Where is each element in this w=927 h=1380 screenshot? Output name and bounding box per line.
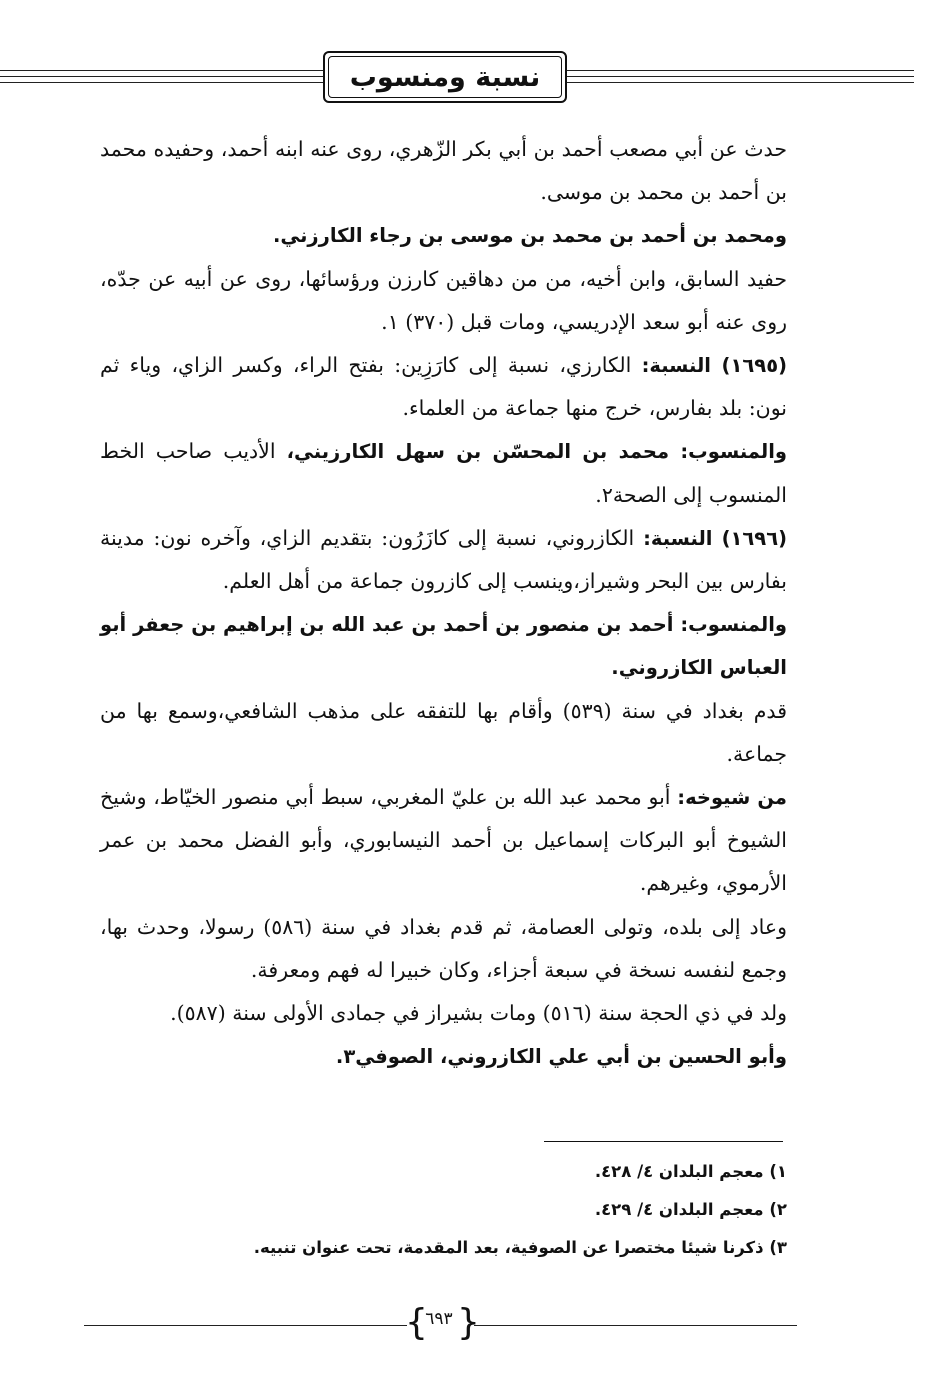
page-number-rule <box>474 1325 797 1326</box>
paragraph: (١٦٩٥) النسبة: الكارزي، نسبة إلى كارَزِين: بفتح الراء، وكسر الزاي، وياء ثم نون: بلد بفارس، خرج منها جماعة من العلماء. <box>100 353 788 421</box>
header-rule <box>0 70 323 71</box>
title-frame <box>323 51 567 103</box>
header-rule <box>567 76 914 77</box>
paragraph: والمنسوب: محمد بن المحسّن بن سهل الكارزيني، الأديب صاحب الخط المنسوب إلى الصحة٢. <box>100 439 787 507</box>
footnote: ٢) معجم البلدان ٤/ ٤٢٩. <box>594 1200 787 1219</box>
page-number-brace: { <box>405 1302 428 1343</box>
footnote-separator <box>544 1141 783 1142</box>
footnote: ١) معجم البلدان ٤/ ٤٢٨. <box>594 1162 787 1181</box>
footnote: ٣) ذكرنا شيئا مختصرا عن الصوفية، بعد المقدمة، تحت عنوان تنبيه. <box>253 1238 787 1257</box>
header-rule <box>567 70 914 71</box>
entry-heading: ومحمد بن أحمد بن محمد بن موسى بن رجاء الكارزني. <box>272 224 787 248</box>
paragraph: وعاد إلى بلده، وتولى العصامة، ثم قدم بغداد في سنة (٥٨٦) رسولا، وحدث بها، وجمع لنفسه نسخة في سبعة أجزاء، وكان خبيرا له فهم ومعرفة. <box>100 914 787 982</box>
page-number-brace: } <box>457 1302 480 1343</box>
header-rule <box>0 82 323 83</box>
page-number-rule <box>84 1325 407 1326</box>
paragraph: قدم بغداد في سنة (٥٣٩) وأقام بها للتفقه على مذهب الشافعي،وسمع بها من جماعة. <box>100 698 787 766</box>
entry-heading: والمنسوب: أحمد بن منصور بن أحمد بن عبد الله بن إبراهيم بن جعفر أبو العباس الكازروني. <box>100 613 787 680</box>
paragraph: حدث عن أبي مصعب أحمد بن أبي بكر الزّهري، روى عنه ابنه أحمد، وحفيده محمد بن أحمد بن محمد بن موسى. <box>100 137 787 205</box>
paragraph: ولد في ذي الحجة سنة (٥١٦) ومات بشيراز في جمادى الأولى سنة (٥٨٧). <box>170 1001 787 1026</box>
entry-heading: وأبو الحسين بن أبي علي الكازروني، الصوفي٣. <box>335 1045 787 1069</box>
paragraph: (١٦٩٦) النسبة: الكازروني، نسبة إلى كازَرُون: بتقديم الزاي، وآخره نون: مدينة بفارس بين البحر وشيراز،وينسب إلى كازرون جماعة من أهل العلم. <box>100 525 788 594</box>
main-text <box>100 128 787 1078</box>
header-rule <box>567 82 914 83</box>
page-title: نسبة ومنسوب <box>349 61 541 93</box>
footnotes <box>150 1153 787 1267</box>
page-number: ٦٩٣ <box>425 1309 453 1329</box>
page-header <box>0 48 927 108</box>
header-rule <box>0 76 323 77</box>
paragraph: من شيوخه: أبو محمد عبد الله بن عليّ المغربي، سبط أبي منصور الخيّاط، وشيخ الشيوخ أبو البركات إسماعيل بن أحمد النيسابوري، وأبو الفضل محمد بن عمر الأرموي، وغيرهم. <box>100 785 787 896</box>
title-frame-inner <box>328 56 562 98</box>
paragraph: حفيد السابق، وابن أخيه، من من دهاقين كارزن ورؤسائها، روى عن أبيه عن جدّه، روى عنه أبو سعد الإدريسي، ومات قبل (٣٧٠) ١. <box>100 266 787 334</box>
